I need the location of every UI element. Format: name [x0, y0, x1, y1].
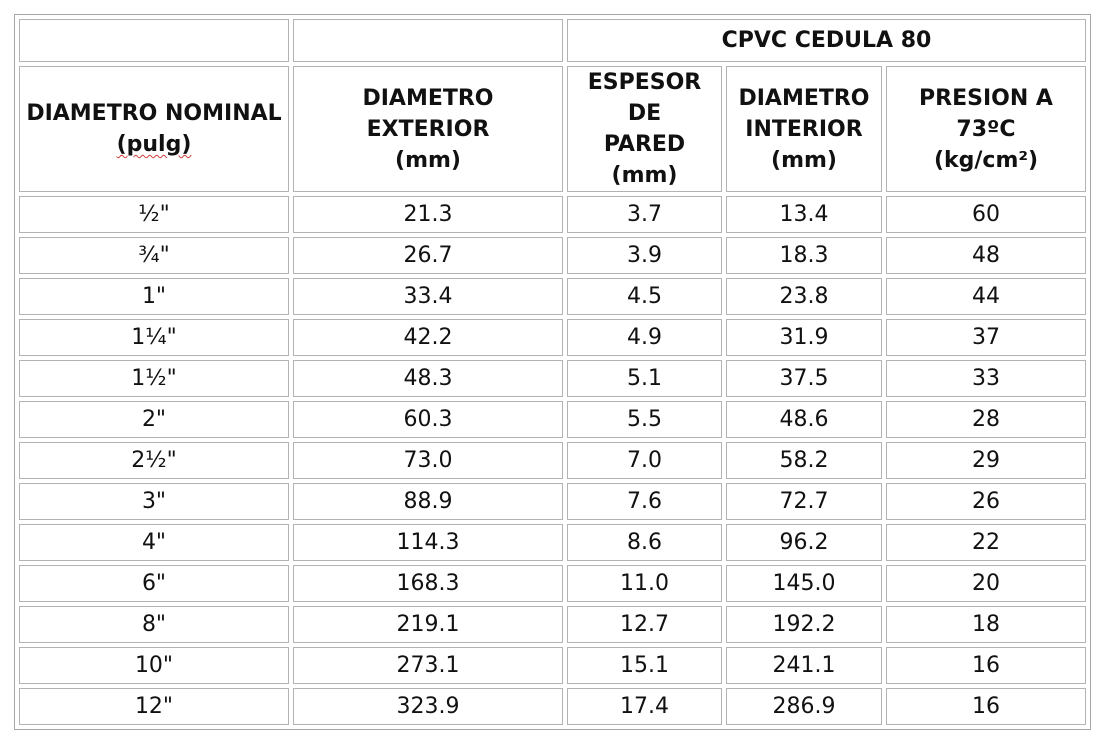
cell-diametro-nominal: ¾"	[19, 237, 289, 274]
cpvc-spec-table	[14, 14, 1091, 730]
cell-diametro-interior: 145.0	[726, 565, 882, 602]
table-row	[19, 442, 1086, 479]
cell-diametro-exterior: 323.9	[293, 688, 563, 725]
cell-presion: 18	[886, 606, 1086, 643]
cell-diametro-interior: 58.2	[726, 442, 882, 479]
cell-diametro-nominal: 1"	[19, 278, 289, 315]
cell-diametro-interior: 18.3	[726, 237, 882, 274]
cell-presion: 20	[886, 565, 1086, 602]
cell-espesor-pared: 4.9	[567, 319, 722, 356]
header-line: INTERIOR	[745, 116, 863, 142]
cell-diametro-nominal: 1½"	[19, 360, 289, 397]
cell-presion: 28	[886, 401, 1086, 438]
cell-presion: 48	[886, 237, 1086, 274]
cell-presion: 60	[886, 196, 1086, 233]
cell-espesor-pared: 8.6	[567, 524, 722, 561]
cell-espesor-pared: 5.1	[567, 360, 722, 397]
cell-presion: 29	[886, 442, 1086, 479]
header-line: DIAMETRO EXTERIOR	[362, 85, 494, 142]
cell-presion: 26	[886, 483, 1086, 520]
table-row	[19, 483, 1086, 520]
cell-diametro-interior: 286.9	[726, 688, 882, 725]
cell-diametro-nominal: 8"	[19, 606, 289, 643]
cell-diametro-exterior: 33.4	[293, 278, 563, 315]
cell-espesor-pared: 7.6	[567, 483, 722, 520]
cell-diametro-interior: 31.9	[726, 319, 882, 356]
cell-presion: 33	[886, 360, 1086, 397]
header-unit: (mm)	[771, 147, 837, 173]
cell-presion: 16	[886, 647, 1086, 684]
empty-header-cell	[19, 19, 289, 62]
cell-diametro-interior: 192.2	[726, 606, 882, 643]
cell-diametro-interior: 48.6	[726, 401, 882, 438]
cell-diametro-exterior: 114.3	[293, 524, 563, 561]
cell-presion: 16	[886, 688, 1086, 725]
cell-diametro-nominal: 2½"	[19, 442, 289, 479]
cell-diametro-nominal: 12"	[19, 688, 289, 725]
empty-header-cell	[293, 19, 563, 62]
cell-diametro-nominal: 4"	[19, 524, 289, 561]
table-row	[19, 565, 1086, 602]
cell-diametro-exterior: 21.3	[293, 196, 563, 233]
cell-espesor-pared: 17.4	[567, 688, 722, 725]
cell-diametro-interior: 13.4	[726, 196, 882, 233]
cell-diametro-nominal: ½"	[19, 196, 289, 233]
table-row	[19, 319, 1086, 356]
cell-presion: 44	[886, 278, 1086, 315]
table-row	[19, 606, 1086, 643]
header-diametro-nominal	[19, 66, 289, 192]
table-row	[19, 237, 1086, 274]
cell-espesor-pared: 3.7	[567, 196, 722, 233]
header-unit: (pulg)	[116, 132, 192, 157]
cell-diametro-interior: 37.5	[726, 360, 882, 397]
table-row	[19, 196, 1086, 233]
table-row	[19, 524, 1086, 561]
cell-diametro-exterior: 60.3	[293, 401, 563, 438]
header-line: DIAMETRO NOMINAL	[26, 101, 282, 126]
cell-diametro-interior: 23.8	[726, 278, 882, 315]
table-group-header-row	[19, 19, 1086, 62]
table-row	[19, 401, 1086, 438]
cell-espesor-pared: 12.7	[567, 606, 722, 643]
cell-espesor-pared: 3.9	[567, 237, 722, 274]
cell-diametro-exterior: 26.7	[293, 237, 563, 274]
pipe-spec-table-container	[14, 14, 1091, 730]
header-diametro-exterior	[293, 66, 563, 192]
table-column-header-row	[19, 66, 1086, 192]
cell-presion: 22	[886, 524, 1086, 561]
header-unit: (mm)	[395, 147, 461, 173]
cell-diametro-interior: 241.1	[726, 647, 882, 684]
header-unit: (mm)	[611, 163, 678, 188]
header-presion	[886, 66, 1086, 192]
cell-diametro-nominal: 10"	[19, 647, 289, 684]
cell-diametro-exterior: 48.3	[293, 360, 563, 397]
cell-diametro-exterior: 219.1	[293, 606, 563, 643]
cell-diametro-exterior: 42.2	[293, 319, 563, 356]
cell-espesor-pared: 7.0	[567, 442, 722, 479]
table-row	[19, 647, 1086, 684]
header-espesor-de-pared	[567, 66, 722, 192]
cell-diametro-nominal: 6"	[19, 565, 289, 602]
cell-espesor-pared: 15.1	[567, 647, 722, 684]
cell-diametro-exterior: 88.9	[293, 483, 563, 520]
header-line: ESPESOR DE	[587, 70, 702, 126]
cell-diametro-interior: 72.7	[726, 483, 882, 520]
group-title-cell: CPVC CEDULA 80	[567, 19, 1086, 62]
table-row	[19, 278, 1086, 315]
header-line: PARED	[603, 132, 686, 157]
cell-diametro-interior: 96.2	[726, 524, 882, 561]
table-row	[19, 360, 1086, 397]
cell-espesor-pared: 11.0	[567, 565, 722, 602]
cell-espesor-pared: 4.5	[567, 278, 722, 315]
header-unit: (kg/cm²)	[933, 147, 1039, 173]
table-row	[19, 688, 1086, 725]
header-line: PRESION A 73ºC	[919, 85, 1053, 142]
cell-diametro-nominal: 1¼"	[19, 319, 289, 356]
cell-diametro-nominal: 3"	[19, 483, 289, 520]
cell-diametro-exterior: 273.1	[293, 647, 563, 684]
cell-espesor-pared: 5.5	[567, 401, 722, 438]
header-line: DIAMETRO	[738, 85, 870, 111]
cell-diametro-exterior: 168.3	[293, 565, 563, 602]
header-diametro-interior	[726, 66, 882, 192]
cell-diametro-exterior: 73.0	[293, 442, 563, 479]
cell-diametro-nominal: 2"	[19, 401, 289, 438]
cell-presion: 37	[886, 319, 1086, 356]
